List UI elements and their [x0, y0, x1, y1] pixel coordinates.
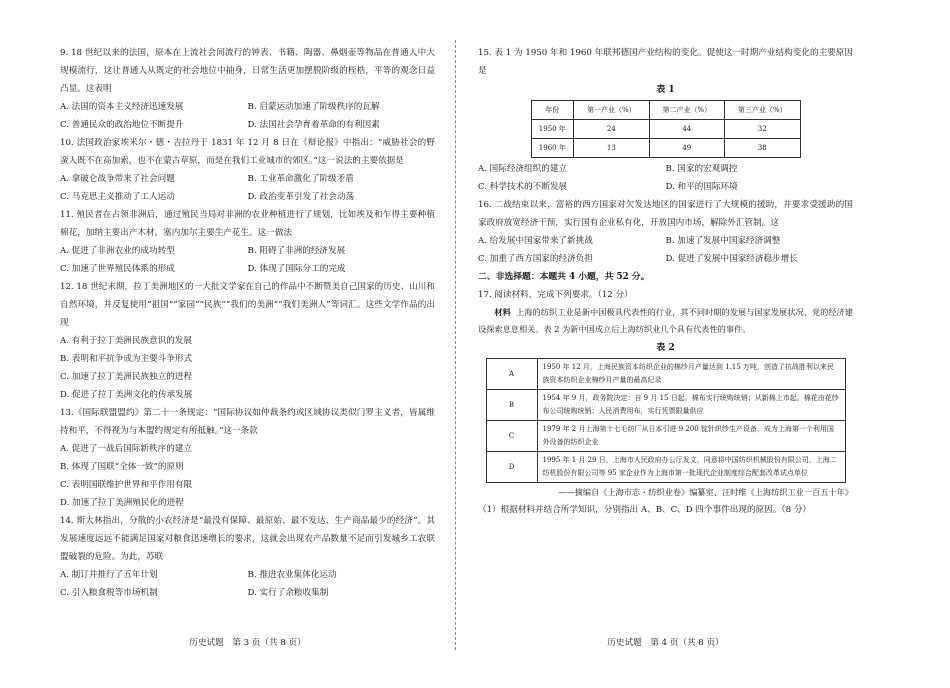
question-stem: 9. 18 世纪以来的法国，原本在上流社会间流行的钟表、书籍、陶器、鼻烟壶等物品在普通人中大规模流行，这让普通人从既定的社会地位中抽身，日常生活更加摆脱阶级的桎梏，平等的观念日益凸显。这表明	[60, 48, 435, 94]
question-stem: 14. 斯大林指出，分散的小农经济是“最没有保障、最原始、最不发达、生产商品最少的经济”。其发展速度远远不能满足国家对粮食迅速增长的要求，这就会出现农产品数量不足而引发城乡工农联盟破裂的危险。为此，苏联	[60, 516, 435, 562]
option: D. 加速了拉丁美洲殖民化的进程	[60, 498, 184, 508]
option: B. 国家的宏观调控	[665, 164, 738, 174]
option: A. 拿破仑战争带来了社会问题	[60, 174, 175, 184]
option: A. 法国的资本主义经济迅速发展	[60, 102, 184, 112]
table-row	[486, 421, 845, 452]
option: D. 和平的国际环境	[665, 182, 738, 192]
question-stem: 12. 18 世纪末期，拉丁美洲地区的一大批文学家在自己的作品中不断赞美自己国家的历史、山川和自然环境，并反复使用“祖国”“家园”“民族”“我们的美洲”“我们美洲人”等词汇。这些文学作品的出现	[60, 282, 435, 328]
table-1-header: 第三产业（%）	[725, 101, 800, 120]
option: A. 制订并推行了五年计划	[60, 570, 158, 580]
right-page-footer: 历史试题 第 4 页（共 8 页）	[607, 638, 724, 648]
option: D. 政治变革引发了社会动荡	[247, 192, 355, 202]
table-row	[531, 139, 800, 158]
table-2	[486, 358, 846, 483]
question-16-options	[478, 232, 853, 268]
table-1-header: 第一产业（%）	[574, 101, 649, 120]
table-2-label: B	[486, 390, 537, 421]
table-1-title: 表 1	[656, 85, 675, 95]
option: D. 法国社会孕育着革命的有利因素	[247, 120, 380, 130]
question-options	[60, 170, 435, 206]
question-block	[60, 206, 435, 278]
question-block	[60, 404, 435, 512]
question-17-stem: 17. 阅读材料，完成下列要求。（12 分）	[478, 290, 633, 300]
question-16	[478, 196, 853, 268]
option: B. 启蒙运动加速了阶级秩序的瓦解	[247, 102, 380, 112]
table-2-event: 1995 年 1 月 29 日，上海市人民政府办公厅发文，同意将中国纺织机械股份有限公司、上海二纺机股份有限公司等 95 家企业作为上海市第一批现代企业制度综合配套改革试点单位	[537, 452, 845, 483]
question-block	[60, 44, 435, 134]
table-2-label: D	[486, 452, 537, 483]
option: C. 表明国联维护世界和平作用有限	[60, 480, 193, 490]
option: C. 加速了世界殖民体系的形成	[60, 264, 175, 274]
left-page-footer: 历史试题 第 3 页（共 8 页）	[189, 638, 306, 648]
option: B. 推进农业集体化运动	[247, 570, 337, 580]
table-2-label: A	[486, 359, 537, 390]
table-cell: 49	[649, 139, 724, 158]
option: D. 促进了拉丁美洲文化的传承发展	[60, 390, 193, 400]
table-2-label: C	[486, 421, 537, 452]
table-2-event: 1950 年 12 月，上海民族资本纺织企业的棉纱月产量达到 1.15 万吨，创造了抗战胜利以来民族资本纺织企业棉纱月产量的最高纪录	[537, 359, 845, 390]
question-15-options	[478, 160, 853, 196]
option: C. 加重了西方国家的经济负担	[478, 254, 593, 264]
table-cell: 44	[649, 120, 724, 139]
option: A. 促进了一战后国际新秩序的建立	[60, 444, 192, 454]
table-1-header: 第二产业（%）	[649, 101, 724, 120]
table-row	[486, 452, 845, 483]
question-options	[60, 98, 435, 134]
question-stem: 13.《国际联盟盟约》第二十一条规定：“国际协议如仲裁条约或区域协议类似门罗主义者，皆属维持和平，不得视为与本盟约规定有所抵触。”这一条款	[60, 408, 435, 436]
option: C. 普通民众的政治地位不断提升	[60, 120, 184, 130]
table-2-event: 1979 年 2 月上海第十七毛纺厂从日本引进 9 200 锭针织纱生产设备，成为上海第一个利用国外设备的纺织企业	[537, 421, 845, 452]
table-1-header-row	[531, 101, 800, 120]
question-options	[60, 440, 435, 512]
question-15	[478, 44, 853, 196]
table-1	[531, 100, 801, 158]
table-row	[531, 120, 800, 139]
question-options	[60, 242, 435, 278]
table-cell: 24	[574, 120, 649, 139]
option: C. 科学技术的不断发展	[478, 182, 568, 192]
table-row	[486, 359, 845, 390]
column-divider	[455, 40, 456, 650]
option: A. 国际经济组织的建立	[478, 164, 568, 174]
question-options	[60, 566, 435, 602]
option: B. 加速了发展中国家经济调整	[665, 236, 781, 246]
section-2-heading: 二、非选择题：本题共 4 小题，共 52 分。	[478, 272, 650, 282]
option: B. 工业革命激化了阶级矛盾	[247, 174, 354, 184]
option: A. 给发展中国家带来了新挑战	[478, 236, 593, 246]
question-block	[60, 278, 435, 404]
question-16-stem: 16. 二战结束以来，富裕的西方国家对欠发达地区的国家进行了大规模的援助，并要求受援助的国家政府放宽经济干预，实行国有企业私有化，开放国内市场，解除外汇管制。这	[478, 200, 853, 228]
option: A. 促进了非洲农业的成功转型	[60, 246, 175, 256]
table-cell: 38	[725, 139, 800, 158]
material-label: 材料	[494, 307, 511, 317]
material-text: 上海的纺织工业是新中国极具代表性的行业，其不同时期的发展与国家发展状况、党的经济建设探索息息相关。表 2 为新中国成立后上海纺织业几个具有代表性的事件。	[478, 307, 853, 334]
option: C. 加速了拉丁美洲民族独立的进程	[60, 372, 193, 382]
question-block	[60, 134, 435, 206]
question-stem: 11. 殖民者在占领非洲后，通过殖民当局对非洲的农业种植进行了规划，比如埃及和乍得主要种植棉花，加纳主要出产木材，塞内加尔主要生产花生。这一做法	[60, 210, 435, 238]
table-row	[486, 390, 845, 421]
table-cell: 32	[725, 120, 800, 139]
option: C. 引入粮食税等市场机制	[60, 588, 158, 598]
question-options	[60, 332, 435, 404]
material-source: ——摘编自《上海市志・纺织业卷》编纂室、汪时维《上海纺织工业一百五十年》	[558, 487, 853, 497]
option: B. 阻碍了非洲的经济发展	[247, 246, 346, 256]
option: B. 表明和平抗争成为主要斗争形式	[60, 354, 193, 364]
table-2-title: 表 2	[656, 343, 675, 353]
left-column	[60, 44, 435, 602]
table-cell: 1960 年	[531, 139, 574, 158]
option: A. 有利于拉丁美洲民族意识的发展	[60, 336, 192, 346]
option: B. 体现了国联“全体一致”的原则	[60, 462, 184, 472]
table-2-event: 1954 年 9 月，政务院决定：自 9 月 15 日起，棉布实行统购统销；从新棉上市起，棉花由花纱布公司统购统销；人民消费用布，实行凭票限量供应	[537, 390, 845, 421]
question-17-part-1: （1）根据材料并结合所学知识，分别指出 A、B、C、D 四个事件出现的原因。（8 分）	[478, 505, 812, 515]
option: D. 实行了余粮收集制	[247, 588, 329, 598]
table-cell: 1950 年	[531, 120, 574, 139]
question-15-stem: 15. 表 1 为 1950 年和 1960 年联邦德国产业结构的变化。促使这一时期产业结构变化的主要原因是	[478, 48, 853, 76]
right-column	[478, 44, 853, 519]
question-block	[60, 512, 435, 602]
option: D. 体现了国际分工的完成	[247, 264, 346, 274]
question-stem: 10. 法国政治家埃米尔・德・吉拉丹于 1831 年 12 月 8 日在《辩论报》中指出：“威胁社会的野蛮人既不在高加索，也不在蒙古草原，而是在我们工业城市的郊区。”这一说法的主要依据是	[60, 138, 435, 166]
material-paragraph	[478, 304, 853, 338]
option: D. 促进了发展中国家经济稳步增长	[665, 254, 798, 264]
option: C. 马克思主义推动了工人运动	[60, 192, 175, 202]
table-cell: 13	[574, 139, 649, 158]
table-1-header: 年份	[531, 101, 574, 120]
